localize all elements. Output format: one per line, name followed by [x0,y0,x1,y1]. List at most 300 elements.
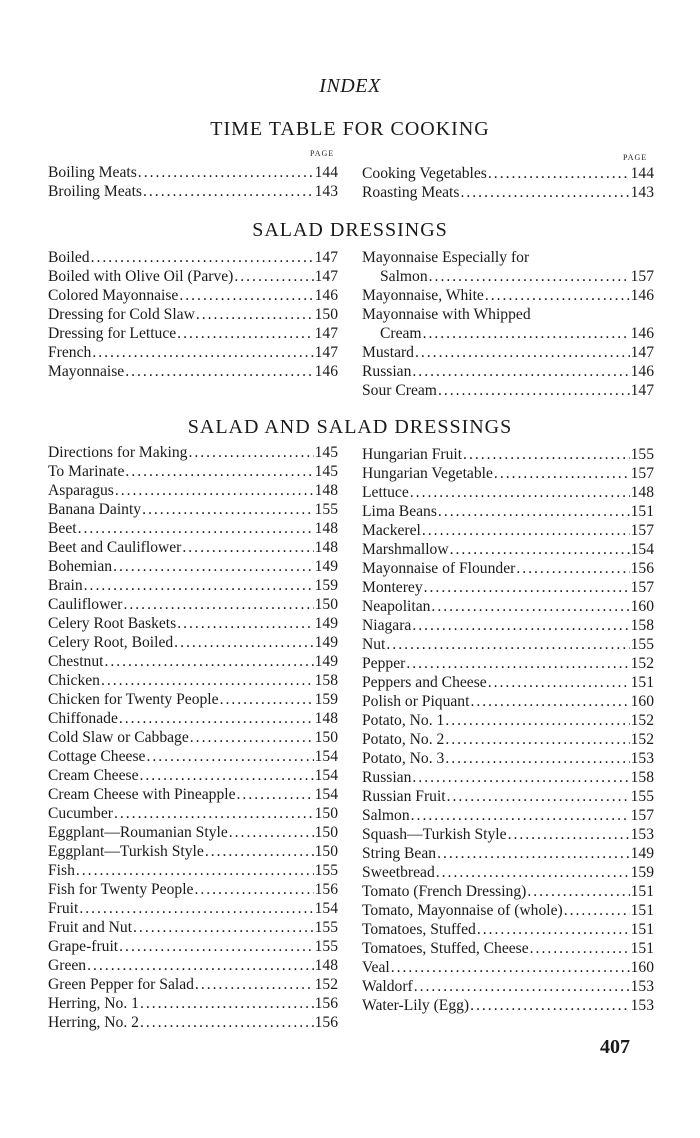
entry-page: 160 [630,598,654,615]
entry-name: Niagara [362,617,412,634]
dot-leader [494,464,630,483]
entry-page: 150 [314,729,338,746]
dot-leader [445,749,629,768]
dot-leader [463,445,630,464]
entry-name: Chicken for Twenty People [48,691,219,708]
entry-name: Asparagus [48,482,114,499]
entry-name: Cottage Cheese [48,748,146,765]
entry-name: Celery Root Baskets [48,615,177,632]
entry-page: 150 [314,596,338,613]
entry-name: Tomato, Mayonnaise of (whole) [362,902,563,919]
entry-page: 147 [314,325,338,342]
entry-page: 145 [314,444,338,461]
entry-name: Lettuce [362,484,409,501]
index-entry [362,863,654,882]
entry-name: Tomato (French Dressing) [362,883,527,900]
dot-leader [508,825,630,844]
dot-leader [460,183,629,202]
index-entry [362,559,654,578]
entry-page: 151 [630,940,654,957]
dot-leader [414,977,630,996]
entry-page: 152 [314,976,338,993]
dot-leader [412,616,629,635]
dot-leader [470,692,629,711]
dot-leader [125,362,313,381]
index-entry [362,464,654,483]
dot-leader [84,576,314,595]
index-entry [48,576,338,595]
entry-name: Grape-fruit [48,938,119,955]
entry-page: 156 [314,881,338,898]
index-entry [362,343,654,362]
entry-name: Dressing for Cold Slaw [48,306,195,323]
entry-page: 147 [630,382,654,399]
dot-leader [406,654,629,673]
entry-name: French [48,344,92,361]
index-entry [48,182,338,201]
index-entry [362,445,654,464]
entry-name: Tomatoes, Stuffed, Cheese [362,940,529,957]
entry-name: String Bean [362,845,437,862]
index-entry [48,1013,338,1032]
entry-page: 146 [630,363,654,380]
index-entry [48,918,338,937]
dot-leader [177,324,313,343]
entry-name: Pepper [362,655,406,672]
entry-page: 157 [630,579,654,596]
entry-name: Russian [362,363,412,380]
dot-leader [488,673,630,692]
index-entry [362,521,654,540]
entry-page: 151 [630,503,654,520]
dot-leader [527,882,629,901]
index-entry [362,578,654,597]
dot-leader [412,362,629,381]
salad-dressings-left-col [48,248,338,381]
dot-leader [229,823,314,842]
dot-leader [516,559,629,578]
index-entry [48,305,338,324]
index-entry [48,362,338,381]
entry-name: Chicken [48,672,100,689]
entry-name: Salmon [362,807,410,824]
dot-leader [450,540,630,559]
index-entry [48,633,338,652]
index-entry [362,362,654,381]
entry-name: Cooking Vegetables [362,165,487,182]
dot-leader [195,975,314,994]
entry-name: Polish or Piquant [362,693,470,710]
entry-name: Green [48,957,87,974]
entry-page: 146 [630,287,654,304]
dot-leader [386,635,629,654]
entry-name: Bohemian [48,558,113,575]
dot-leader [78,519,314,538]
dot-leader [104,652,313,671]
entry-name: Fish for Twenty People [48,881,194,898]
index-entry [362,825,654,844]
index-entry [48,324,338,343]
entry-name: Mayonnaise [48,363,125,380]
entry-name: Salmon [380,268,428,285]
dot-leader [142,500,314,519]
entry-page: 158 [630,769,654,786]
salads-title: SALAD AND SALAD DRESSINGS [187,416,513,438]
index-entry [362,711,654,730]
entry-name: Beet and Cauliflower [48,539,182,556]
entry-name: Lima Beans [362,503,437,520]
entry-name: Beet [48,520,77,537]
index-entry [48,956,338,975]
dot-leader [188,443,313,462]
entry-page: 147 [314,268,338,285]
dot-leader [237,785,314,804]
entry-page: 155 [314,938,338,955]
dot-leader [205,842,314,861]
dot-leader [115,481,314,500]
dot-leader [445,730,629,749]
index-entry [48,343,338,362]
entry-page: 145 [314,463,338,480]
entry-page: 150 [314,306,338,323]
index-entry [362,381,654,400]
entry-page: 148 [314,482,338,499]
entry-page: 147 [314,249,338,266]
entry-name: Peppers and Cheese [362,674,487,691]
entry-page: 158 [630,617,654,634]
index-entry [48,163,338,182]
index-entry [48,880,338,899]
entry-page: 155 [314,501,338,518]
dot-leader [422,521,630,540]
index-entry [48,728,338,747]
entry-page: 151 [630,921,654,938]
entry-page: 153 [630,997,654,1014]
dot-leader [488,164,630,183]
dot-leader [114,804,314,823]
entry-page: 149 [314,615,338,632]
entry-page: 149 [314,634,338,651]
index-entry [48,842,338,861]
entry-name: Colored Mayonnaise [48,287,179,304]
salad-dressings-right-col [362,248,654,400]
entry-name: Nut [362,636,386,653]
index-entry-line: Mayonnaise with Whipped [362,306,531,323]
index-entry [362,996,654,1015]
entry-page: 159 [314,691,338,708]
entry-name: Hungarian Vegetable [362,465,493,482]
entry-page: 150 [314,843,338,860]
entry-page: 156 [314,1014,338,1031]
entry-name: Potato, No. 3 [362,750,445,767]
entry-page: 148 [314,710,338,727]
index-entry [362,483,654,502]
index-entry [48,500,338,519]
entry-page: 156 [630,560,654,577]
entry-page: 148 [630,484,654,501]
page-label-left: PAGE [310,149,335,158]
index-entry [362,787,654,806]
entry-name: Eggplant—Roumanian Style [48,824,228,841]
dot-leader [429,267,630,286]
entry-page: 154 [630,541,654,558]
index-entry [362,939,654,958]
index-entry [362,844,654,863]
entry-name: Marshmallow [362,541,449,558]
index-entry [362,635,654,654]
entry-name: Eggplant—Turkish Style [48,843,204,860]
entry-name: Mayonnaise, White [362,287,484,304]
index-entry [362,267,654,286]
entry-name: Fruit [48,900,79,917]
entry-page: 151 [630,902,654,919]
page-number: 407 [600,1036,630,1058]
entry-name: Neapolitan [362,598,431,615]
entry-name: Russian [362,769,412,786]
entry-page: 146 [314,287,338,304]
index-entry [362,616,654,635]
entry-name: Sweetbread [362,864,435,881]
entry-page: 160 [630,959,654,976]
entry-page: 154 [314,748,338,765]
entry-page: 155 [630,788,654,805]
dot-leader [140,1013,314,1032]
dot-leader [485,286,630,305]
dot-leader [530,939,630,958]
dot-leader [133,918,314,937]
salad-dressings-title: SALAD DRESSINGS [252,219,448,241]
dot-leader [412,768,629,787]
dot-leader [182,538,313,557]
entry-page: 148 [314,957,338,974]
dot-leader [220,690,314,709]
entry-name: Roasting Meats [362,184,460,201]
entry-page: 149 [314,653,338,670]
dot-leader [438,502,630,521]
entry-name: Mustard [362,344,414,361]
index-title: INDEX [319,75,381,97]
dot-leader [423,324,630,343]
entry-page: 157 [630,465,654,482]
index-entry-line: Mayonnaise Especially for [362,249,530,266]
index-entry [362,958,654,977]
dot-leader [79,899,313,918]
index-entry [362,977,654,996]
entry-name: Boiled [48,249,90,266]
entry-name: Herring, No. 1 [48,995,139,1012]
time-table-right-col [362,164,654,202]
entry-page: 155 [314,919,338,936]
dot-leader [234,267,313,286]
entry-page: 158 [314,672,338,689]
index-entry [48,671,338,690]
entry-page: 160 [630,693,654,710]
dot-leader [119,709,314,728]
index-entry [48,595,338,614]
dot-leader [196,305,314,324]
entry-name: Mayonnaise of Flounder [362,560,516,577]
index-entry [362,183,654,202]
index-entry [362,324,654,343]
dot-leader [410,483,630,502]
index-entry [48,785,338,804]
dot-leader [101,671,314,690]
index-entry [48,975,338,994]
dot-leader [138,163,314,182]
entry-page: 144 [314,164,338,181]
entry-page: 157 [630,807,654,824]
index-entry [362,768,654,787]
entry-page: 155 [630,446,654,463]
entry-name: Russian Fruit [362,788,446,805]
dot-leader [177,614,313,633]
index-entry [362,654,654,673]
index-entry [48,709,338,728]
index-entry [362,597,654,616]
entry-page: 159 [314,577,338,594]
index-entry [48,462,338,481]
entry-name: Monterey [362,579,423,596]
dot-leader [119,937,313,956]
dot-leader [174,633,313,652]
entry-page: 146 [630,325,654,342]
entry-name: Chestnut [48,653,104,670]
dot-leader [87,956,314,975]
entry-name: Fruit and Nut [48,919,133,936]
index-entry [48,766,338,785]
entry-page: 154 [314,786,338,803]
entry-name: Boiling Meats [48,164,137,181]
index-entry [48,652,338,671]
entry-name: Potato, No. 1 [362,712,445,729]
entry-name: Cream Cheese [48,767,139,784]
dot-leader [194,880,313,899]
index-entry [48,519,338,538]
dot-leader [125,462,313,481]
dot-leader [436,863,630,882]
entry-name: Cucumber [48,805,113,822]
entry-page: 147 [314,344,338,361]
dot-leader [477,920,630,939]
entry-page: 152 [630,731,654,748]
index-entry [48,538,338,557]
entry-name: Directions for Making [48,444,188,461]
entry-name: Broiling Meats [48,183,142,200]
entry-page: 156 [314,995,338,1012]
dot-leader [179,286,313,305]
entry-name: Dressing for Lettuce [48,325,177,342]
dot-leader [123,595,313,614]
entry-name: Hungarian Fruit [362,446,463,463]
index-entry [362,286,654,305]
salads-right-col [362,445,654,1015]
index-entry [362,164,654,183]
dot-leader [438,381,630,400]
index-entry [362,730,654,749]
entry-name: Mackerel [362,522,421,539]
entry-page: 159 [630,864,654,881]
dot-leader [113,557,314,576]
entry-name: Water-Lily (Egg) [362,997,470,1014]
entry-name: Celery Root, Boiled [48,634,174,651]
dot-leader [140,994,314,1013]
entry-name: Chiffonade [48,710,118,727]
index-entry [48,248,338,267]
index-entry [48,804,338,823]
entry-name: Potato, No. 2 [362,731,445,748]
entry-name: Tomatoes, Stuffed [362,921,476,938]
entry-page: 144 [630,165,654,182]
entry-page: 150 [314,805,338,822]
entry-page: 152 [630,712,654,729]
index-entry [48,937,338,956]
dot-leader [431,597,629,616]
entry-page: 149 [314,558,338,575]
entry-page: 143 [314,183,338,200]
dot-leader [91,248,314,267]
entry-page: 153 [630,826,654,843]
index-entry [48,557,338,576]
index-entry [48,747,338,766]
salads-left-col [48,443,338,1032]
dot-leader [391,958,630,977]
entry-name: Waldorf [362,978,413,995]
dot-leader [92,343,313,362]
entry-page: 155 [314,862,338,879]
time-table-left-col [48,163,338,201]
entry-name: Cream Cheese with Pineapple [48,786,236,803]
entry-page: 148 [314,539,338,556]
dot-leader [76,861,314,880]
dot-leader [146,747,313,766]
entry-name: Herring, No. 2 [48,1014,139,1031]
index-entry [362,749,654,768]
entry-name: To Marinate [48,463,125,480]
dot-leader [437,844,630,863]
index-entry [48,861,338,880]
entry-page: 148 [314,520,338,537]
entry-name: Brain [48,577,83,594]
index-entry [48,481,338,500]
entry-page: 157 [630,268,654,285]
index-entry [362,806,654,825]
index-entry [48,267,338,286]
entry-page: 146 [314,363,338,380]
dot-leader [143,182,314,201]
entry-name: Green Pepper for Salad [48,976,194,993]
entry-name: Sour Cream [362,382,437,399]
dot-leader [415,343,630,362]
index-entry [362,540,654,559]
entry-page: 155 [630,636,654,653]
dot-leader [411,806,630,825]
entry-page: 151 [630,883,654,900]
index-entry [362,901,654,920]
index-entry [362,673,654,692]
dot-leader [564,901,630,920]
dot-leader [140,766,314,785]
index-entry [48,994,338,1013]
index-entry [48,443,338,462]
dot-leader [445,711,629,730]
entry-page: 147 [630,344,654,361]
entry-name: Veal [362,959,390,976]
entry-name: Cream [380,325,422,342]
entry-page: 153 [630,750,654,767]
entry-page: 143 [630,184,654,201]
entry-page: 153 [630,978,654,995]
index-entry [362,882,654,901]
